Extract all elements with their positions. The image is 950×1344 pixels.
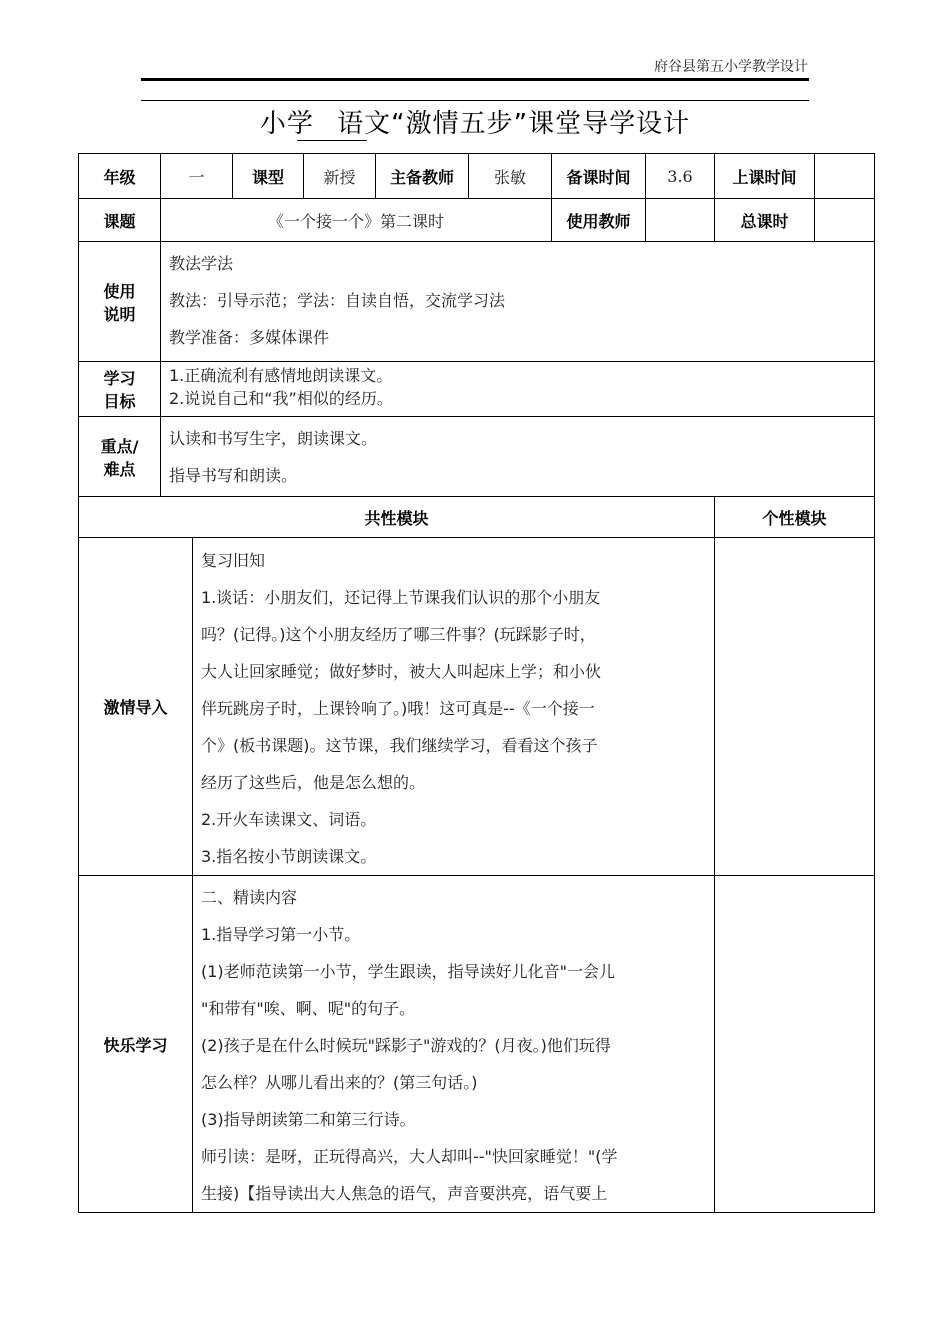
title-subject-underline: [297, 140, 367, 141]
teacher-value: 张敏: [469, 154, 552, 199]
goal-item: 2.说说自己和“我”相似的经历。: [169, 389, 393, 408]
section-intro-line: 2.开火车读课文、词语。: [201, 810, 377, 829]
keypoints-label: [79, 417, 161, 497]
personal-module-header: 个性模块: [715, 497, 875, 538]
goal-item: 1.正确流利有感情地朗读课文。: [169, 366, 393, 385]
usage-line: 教学准备：多媒体课件: [169, 328, 330, 347]
section-intro-personal-cell: [715, 538, 875, 876]
class-time-value: [815, 154, 875, 199]
prep-time-value: 3.6: [646, 154, 715, 199]
page-title: [0, 103, 950, 140]
keypoints-label-line-2: 难点: [103, 459, 136, 479]
keypoint-item: 指导书写和朗读。: [169, 466, 298, 485]
usage-line: 教法：引导示范；学法：自读自悟，交流学习法: [169, 291, 506, 310]
section-intro-line: 经历了这些后，他是怎么想的。: [201, 773, 426, 792]
section-learning-content: [193, 876, 715, 1213]
modules-header-row: [79, 497, 875, 538]
section-learning-line: 生接)【指导读出大人焦急的语气，声音要洪亮，语气要上: [201, 1184, 608, 1203]
section-intro-line: 3.指名按小节朗读课文。: [201, 847, 377, 866]
common-module-header: 共性模块: [79, 497, 715, 538]
section-learning-row: [79, 876, 875, 1213]
usage-label: [79, 242, 161, 362]
title-suffix: “激情五步”课堂导学设计: [391, 109, 691, 139]
section-learning-line: 1.指导学习第一小节。: [201, 925, 361, 944]
lesson-plan-table: [78, 153, 875, 1213]
prep-time-label: 备课时间: [552, 154, 646, 199]
type-value: 新授: [304, 154, 376, 199]
topic-value: 《一个接一个》第二课时: [161, 199, 552, 242]
total-hours-label: 总课时: [715, 199, 815, 242]
grade-value: 一: [161, 154, 233, 199]
type-label: 课型: [233, 154, 304, 199]
section-intro-label: 激情导入: [79, 538, 193, 876]
goals-content: [161, 362, 875, 417]
keypoint-item: 认读和书写生字，朗读课文。: [169, 429, 378, 448]
section-intro-line: 1.谈话：小朋友们，还记得上节课我们认识的那个小朋友: [201, 588, 601, 607]
section-intro-row: [79, 538, 875, 876]
use-teacher-label: 使用教师: [552, 199, 646, 242]
usage-label-line-1: 使用: [103, 281, 136, 301]
usage-content: [161, 242, 875, 362]
keypoints-label-line-1: 重点/: [100, 436, 139, 456]
section-intro-line: 伴玩跳房子时，上课铃响了。)哦！这可真是--《一个接一: [201, 699, 595, 718]
usage-row: [79, 242, 875, 362]
section-intro-line: 个》(板书课题)。这节课，我们继续学习，看看这个孩子: [201, 736, 598, 755]
usage-label-line-2: 说明: [103, 304, 136, 324]
grade-label: 年级: [79, 154, 161, 199]
goals-row: [79, 362, 875, 417]
goals-label-line-2: 目标: [103, 392, 136, 411]
title-prefix: 小学: [259, 109, 314, 139]
section-learning-line: 师引读：是呀，正玩得高兴，大人却叫--"快回家睡觉！"(学: [201, 1147, 618, 1166]
class-time-label: 上课时间: [715, 154, 815, 199]
topic-label: 课题: [79, 199, 161, 242]
section-intro-content: [193, 538, 715, 876]
goals-label-line-1: 学习: [103, 369, 136, 388]
section-intro-line: 大人让回家睡觉；做好梦时，被大人叫起床上学；和小伙: [201, 662, 602, 681]
keypoints-content: [161, 417, 875, 497]
keypoints-row: [79, 417, 875, 497]
header-rule-thick: [141, 78, 809, 81]
header-rule-thin: [141, 100, 809, 101]
section-learning-line: (3)指导朗读第二和第三行诗。: [201, 1110, 416, 1129]
section-learning-label: 快乐学习: [79, 876, 193, 1213]
use-teacher-value: [646, 199, 715, 242]
section-learning-line: 二、精读内容: [201, 888, 298, 907]
header-school-name: 府谷县第五小学教学设计: [654, 59, 808, 75]
section-learning-line: 怎么样？从哪儿看出来的？(第三句话。): [201, 1073, 478, 1092]
goals-label: [79, 362, 161, 417]
teacher-label: 主备教师: [376, 154, 469, 199]
total-hours-value: [815, 199, 875, 242]
section-intro-line: 复习旧知: [201, 551, 266, 570]
section-learning-line: "和带有"唉、啊、呢"的句子。: [201, 999, 416, 1018]
section-learning-line: (2)孩子是在什么时候玩"踩影子"游戏的？(月夜。)他们玩得: [201, 1036, 611, 1055]
usage-line: 教法学法: [169, 254, 234, 273]
section-learning-line: (1)老师范读第一小节，学生跟读，指导读好儿化音"一会儿: [201, 962, 616, 981]
section-intro-line: 吗？(记得。)这个小朋友经历了哪三件事？(玩踩影子时，: [201, 625, 596, 644]
section-learning-personal-cell: [715, 876, 875, 1213]
info-row-1: [79, 154, 875, 199]
info-row-2: [79, 199, 875, 242]
title-subject: 语文: [337, 109, 392, 139]
